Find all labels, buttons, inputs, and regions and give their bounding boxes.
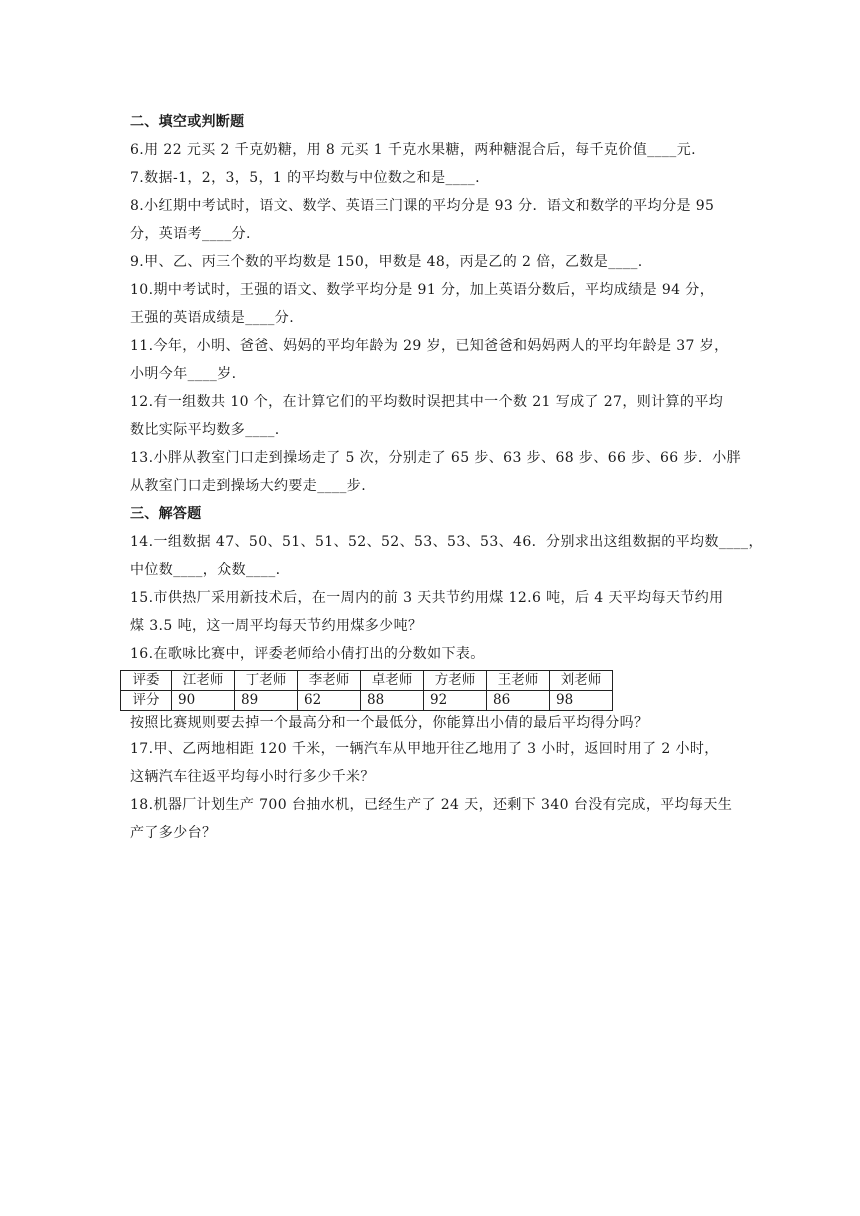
question-12 bbox=[130, 388, 735, 444]
judge-cell: 刘老师 bbox=[550, 671, 613, 691]
question-line: 18.机器厂计划生产 700 台抽水机，已经生产了 24 天，还剩下 340 台没有完成，平均每天生 bbox=[130, 797, 733, 813]
question-line: 8.小红期中考试时，语文、数学、英语三门课的平均分是 93 分．语文和数学的平均分是 95 bbox=[130, 198, 715, 214]
question-17 bbox=[130, 735, 735, 791]
score-cell: 62 bbox=[298, 691, 361, 711]
question-line: 煤 3.5 吨，这一周平均每天节约用煤多少吨？ bbox=[130, 618, 423, 634]
judge-cell: 江老师 bbox=[172, 671, 235, 691]
question-line: 6.用 22 元买 2 千克奶糖，用 8 元买 1 千克水果糖，两种糖混合后，每千克价值____元. bbox=[130, 142, 696, 158]
question-line: 7.数据-1，2，3，5，1 的平均数与中位数之和是____. bbox=[130, 170, 480, 186]
question-10 bbox=[130, 276, 735, 332]
question-line: 这辆汽车往返平均每小时行多少千米？ bbox=[130, 769, 375, 785]
score-cell: 92 bbox=[424, 691, 487, 711]
question-line: 小明今年____岁. bbox=[130, 366, 237, 382]
judge-cell: 方老师 bbox=[424, 671, 487, 691]
question-line: 产了多少台？ bbox=[130, 825, 217, 841]
judge-cell: 李老师 bbox=[298, 671, 361, 691]
score-cell: 89 bbox=[235, 691, 298, 711]
section-title-fill-in: 二、填空或判断题 bbox=[130, 114, 245, 130]
question-line: 14.一组数据 47、50、51、51、52、52、53、53、53、46．分别求出这组数据的平均数____， bbox=[130, 534, 763, 550]
question-16-followup bbox=[130, 711, 735, 735]
worksheet-page bbox=[130, 108, 763, 847]
question-line: 分，英语考____分. bbox=[130, 226, 251, 242]
section-title-answer: 三、解答题 bbox=[130, 506, 202, 522]
question-15 bbox=[130, 584, 735, 640]
judge-cell: 王老师 bbox=[487, 671, 550, 691]
question-line: 王强的英语成绩是____分. bbox=[130, 310, 295, 326]
score-table-value-row bbox=[121, 691, 613, 711]
question-line: 16.在歌咏比赛中，评委老师给小倩打出的分数如下表。 bbox=[130, 646, 485, 662]
question-line: 按照比赛规则要去掉一个最高分和一个最低分，你能算出小倩的最后平均得分吗？ bbox=[130, 715, 649, 731]
question-line: 12.有一组数共 10 个，在计算它们的平均数时误把其中一个数 21 写成了 27，则计算的平均 bbox=[130, 394, 724, 410]
question-9 bbox=[130, 248, 735, 276]
question-6 bbox=[130, 136, 735, 164]
question-line: 中位数____，众数____. bbox=[130, 562, 281, 578]
score-table-header-row bbox=[121, 671, 613, 691]
question-line: 从教室门口走到操场大约要走____步. bbox=[130, 478, 367, 494]
score-table bbox=[120, 670, 613, 711]
question-line: 10.期中考试时，王强的语文、数学平均分是 91 分，加上英语分数后，平均成绩是 94 分， bbox=[130, 282, 715, 298]
question-7 bbox=[130, 164, 735, 192]
table-score-label: 评分 bbox=[121, 691, 172, 711]
score-cell: 98 bbox=[550, 691, 613, 711]
question-line: 17.甲、乙两地相距 120 千米，一辆汽车从甲地开往乙地用了 3 小时，返回时用了 2 小时， bbox=[130, 741, 719, 757]
judge-cell: 卓老师 bbox=[361, 671, 424, 691]
question-13 bbox=[130, 444, 742, 500]
question-line: 13.小胖从教室门口走到操场走了 5 次，分别走了 65 步、63 步、68 步、66 步、66 步．小胖 bbox=[130, 450, 742, 466]
question-line: 9.甲、乙、丙三个数的平均数是 150，甲数是 48，丙是乙的 2 倍，乙数是____. bbox=[130, 254, 643, 270]
question-line: 数比实际平均数多____. bbox=[130, 422, 280, 438]
question-line: 15.市供热厂采用新技术后，在一周内的前 3 天共节约用煤 12.6 吨，后 4 天平均每天节约用 bbox=[130, 590, 724, 606]
question-16 bbox=[130, 640, 735, 668]
table-header-label: 评委 bbox=[121, 671, 172, 691]
judge-cell: 丁老师 bbox=[235, 671, 298, 691]
score-cell: 88 bbox=[361, 691, 424, 711]
question-11 bbox=[130, 332, 735, 388]
question-14 bbox=[130, 528, 763, 584]
score-cell: 86 bbox=[487, 691, 550, 711]
question-8 bbox=[130, 192, 735, 248]
question-line: 11.今年，小明、爸爸、妈妈的平均年龄为 29 岁，已知爸爸和妈妈两人的平均年龄是 37 岁， bbox=[130, 338, 729, 354]
score-cell: 90 bbox=[172, 691, 235, 711]
question-18 bbox=[130, 791, 735, 847]
